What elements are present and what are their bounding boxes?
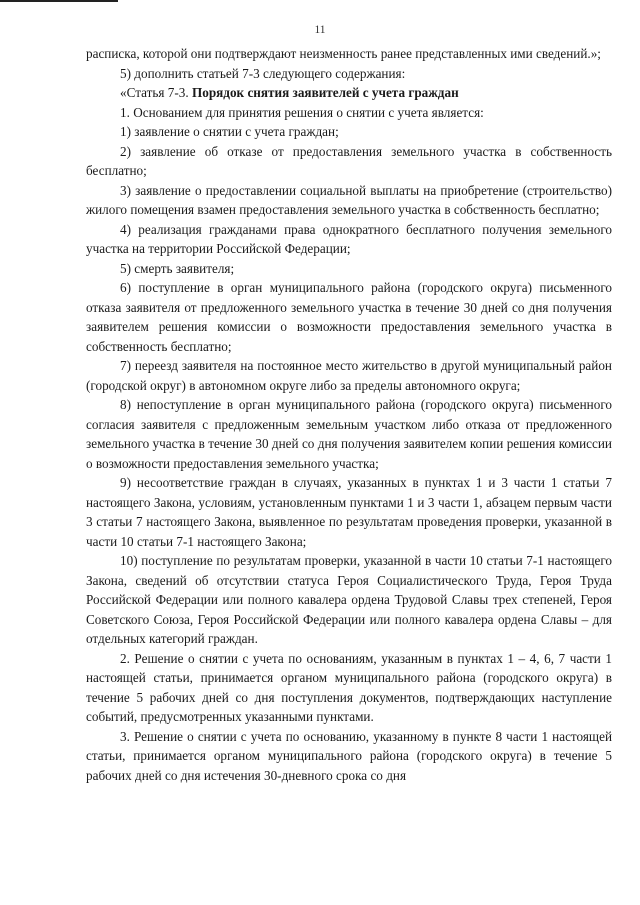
- list-item-3: 3) заявление о предоставлении социальной выплаты на приобретение (строительство) жилого помещения взамен предоставления земельного участка в собственность бесплатно;: [86, 182, 612, 217]
- document-body: [86, 44, 612, 785]
- list-item-4: 4) реализация гражданами права однократного бесплатного получения земельного участка на территории Российской Федерации;: [86, 221, 612, 256]
- list-item-9: 9) несоответствие граждан в случаях, указанных в пунктах 1 и 3 части 1 статьи 7 настоящего Закона, условиям, установленным пунктами 1 и 3 части 1, абзацем первым части 3 статьи 7 настоящего Закона, выявленное по результатам проведения проверки, указанной в части 10 статьи 7-1 настоящего Закона;: [86, 475, 612, 549]
- list-item-2: 2) заявление об отказе от предоставления земельного участка в собственность бесплатно;: [86, 143, 612, 178]
- article-heading: [86, 83, 612, 103]
- header-rule: [0, 0, 118, 2]
- list-item-7: 7) переезд заявителя на постоянное место жительство в другой муниципальный район (городской округ) в автономном округе либо за пределы автономного округа;: [86, 358, 612, 393]
- paragraph-amendment-5: 5) дополнить статьей 7-3 следующего содержания:: [120, 65, 406, 81]
- article-number: «Статья 7-3.: [120, 85, 192, 100]
- paragraph-part-1: 1. Основанием для принятия решения о снятии с учета является:: [120, 104, 484, 120]
- paragraph-part-2: 2. Решение о снятии с учета по основаниям, указанным в пунктах 1 – 4, 6, 7 части 1 настоящей статьи, принимается органом муниципального района (городского округа) в течение 5 рабочих дней со дня поступления документов, подтверждающих наступление событий, предусмотренных указанными пунктами.: [86, 650, 612, 724]
- paragraph-continuation: расписка, которой они подтверждают неизменность ранее представленных ими сведений.»;: [86, 46, 601, 61]
- paragraph-part-3: 3. Решение о снятии с учета по основанию, указанному в пункте 8 части 1 настоящей статьи, принимается органом муниципального района (городского округа) в течение 5 рабочих дней со дня истечения 30-дневного срока со дня: [86, 728, 612, 783]
- article-title: Порядок снятия заявителей с учета граждан: [191, 85, 459, 100]
- list-item-6: 6) поступление в орган муниципального района (городского округа) письменного отказа заявителя от предложенного земельного участка в течение 30 дней со дня получения заявителем решения комиссии о возможности предоставления земельного участка в собственность бесплатно;: [86, 280, 612, 354]
- page-number: 11: [314, 24, 326, 36]
- list-item-5: 5) смерть заявителя;: [120, 260, 235, 276]
- list-item-1: 1) заявление о снятии с учета граждан;: [120, 124, 339, 139]
- list-item-8: 8) непоступление в орган муниципального района (городского округа) письменного согласия заявителя с предложенным земельным участком либо отказа от предложенного земельного участка в течение 30 дней со дня получения заявителем копии решения комиссии о возможности предоставления земельного участка;: [86, 397, 612, 471]
- list-item-10: 10) поступление по результатам проверки, указанной в части 10 статьи 7-1 настоящего Закона, сведений об отсутствии статуса Героя Социалистического Труда, Героя Труда Российской Федерации или полного кавалера ордена Трудовой Славы трех степеней, Героя Советского Союза, Героя Российской Федерации или полного кавалера ордена Славы – для отдельных категорий граждан.: [86, 553, 612, 646]
